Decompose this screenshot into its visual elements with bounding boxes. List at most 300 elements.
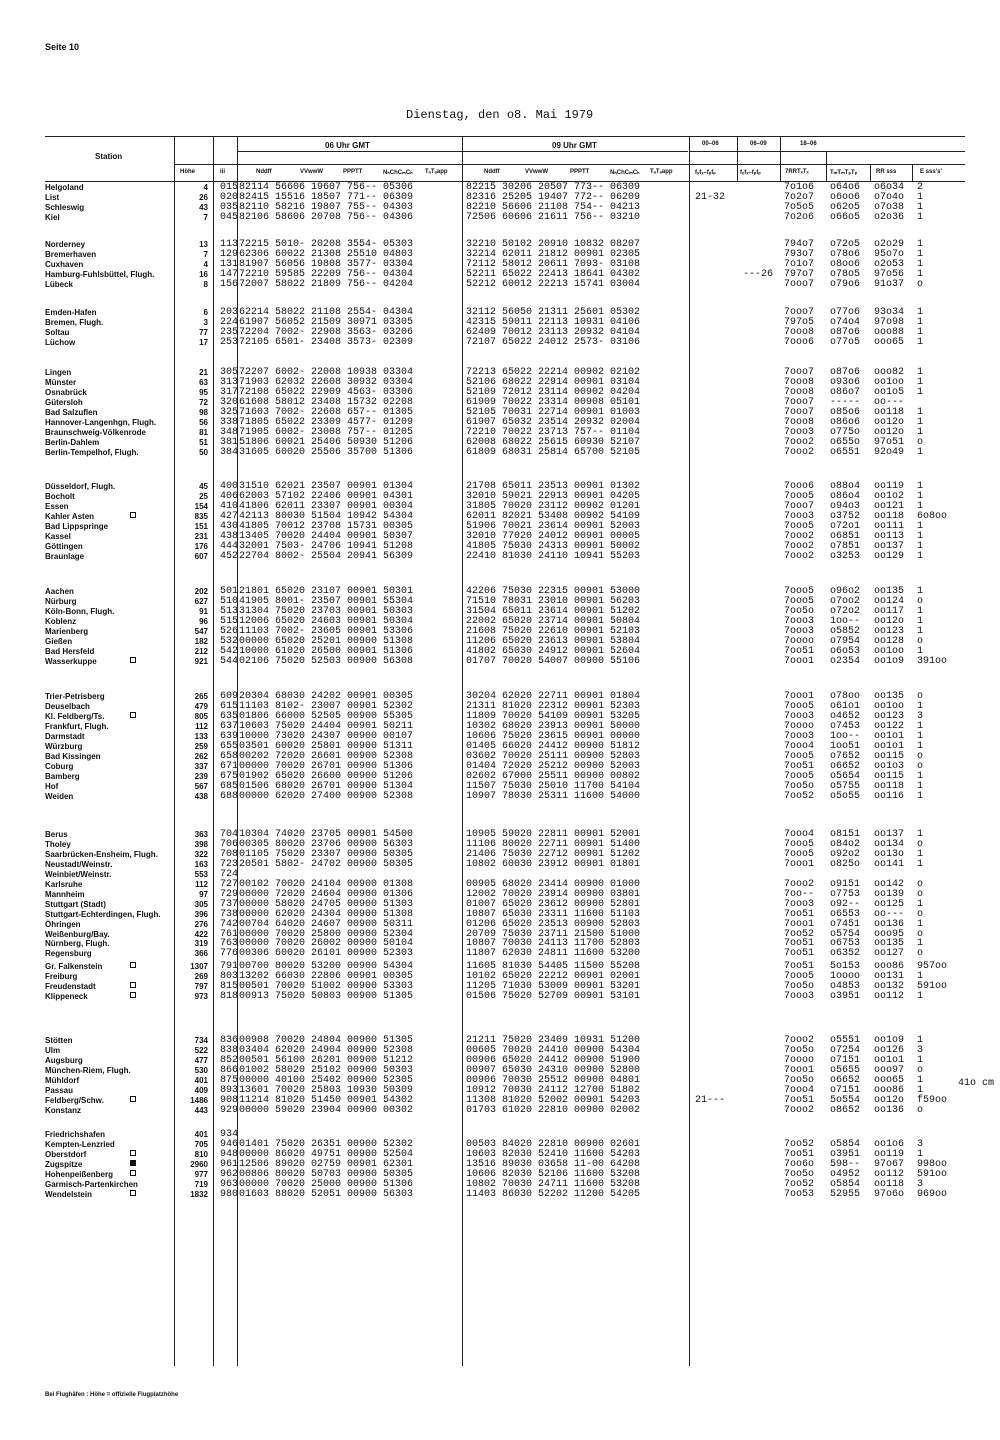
station-index: 338 [220, 416, 239, 428]
station-index: 444 [220, 540, 239, 552]
value-esss: 957oo [917, 961, 948, 972]
obs-09-group: 00503 84020 22810 00900 02601 [466, 1138, 641, 1150]
value-tmin: o7451 [830, 918, 861, 930]
obs-09-group: 71510 78031 23010 00901 56203 [466, 595, 641, 607]
value-esss: 1 [917, 1148, 924, 1160]
obs-06-group: 10000 61020 26500 00901 51306 [239, 645, 414, 657]
station-height: 422 [194, 929, 208, 939]
value-tmin: o93o6 [830, 376, 861, 388]
value-rr-sss: oo127 [874, 948, 905, 960]
station-index: 776 [220, 948, 239, 960]
value-esss: 1 [917, 550, 924, 562]
value-18-06-rr: 7ooo7 [784, 307, 815, 318]
value-esss: 1 [917, 720, 924, 732]
value-tmin: o5o55 [830, 790, 861, 802]
station-height: 1307 [190, 962, 208, 971]
station-index: 893 [220, 1084, 239, 1096]
station-name: Bremerhaven [45, 249, 97, 259]
value-rr-sss: oo134 [874, 838, 905, 850]
station-height: 72 [199, 397, 208, 407]
value-esss: o [917, 888, 924, 900]
station-index: 963 [220, 1178, 239, 1190]
obs-06-group: 13405 70020 24404 00901 50307 [239, 530, 414, 542]
value-18-06-rr: 7ooo2 [784, 530, 815, 542]
station-name: Darmstadt [45, 731, 85, 741]
value-tmin: 598-- [830, 1158, 861, 1170]
obs-06-group: 82106 58606 20708 756-- 04306 [239, 211, 414, 223]
station-name: Koblenz [45, 616, 77, 626]
value-esss: 1 [917, 848, 924, 860]
station-height: 409 [194, 1085, 208, 1095]
obs-06-group: 00306 60020 26101 00900 52303 [239, 948, 414, 960]
station-height: 363 [194, 830, 208, 839]
obs-06-group: 22704 8002- 25504 20941 56309 [239, 550, 414, 562]
station-name: Essen [45, 501, 69, 511]
station-index: 818 [220, 990, 239, 1002]
value-tmin: o7151 [830, 1084, 861, 1096]
value-esss: 1 [917, 500, 924, 512]
station-name: Emden-Hafen [45, 308, 97, 317]
value-esss: 1 [917, 605, 924, 617]
station-height: 50 [199, 447, 208, 457]
station-index: 609 [220, 691, 239, 702]
value-tmin: o7151 [830, 1054, 861, 1066]
obs-09-group: 11809 70020 54109 00901 53205 [466, 710, 641, 722]
value-18-06-rr: 797o7 [784, 268, 815, 280]
station-index: 980 [220, 1188, 239, 1200]
station-index: 147 [220, 268, 239, 280]
value-18-06-rr: 7oo52 [784, 1138, 815, 1150]
value-esss: 1 [917, 386, 924, 398]
obs-09-group: 52105 70031 22714 00901 01003 [466, 406, 641, 418]
value-rr-sss: oo135 [874, 586, 905, 597]
obs-09-group: 41802 65030 24912 00901 52604 [466, 645, 641, 657]
station-name: Friedrichshafen [45, 1130, 106, 1139]
station-index: 836 [220, 1035, 239, 1046]
station-height: 4 [203, 183, 208, 192]
station-name: Wasserkuppe [45, 656, 97, 666]
header-tmin: TₘTₘTₚTₚ [830, 170, 858, 176]
station-index: 320 [220, 396, 239, 408]
value-rr-sss: ooo95 [874, 928, 905, 940]
value-tmin: o6551 [830, 446, 861, 458]
station-index: 015 [220, 182, 239, 193]
value-rr-sss: oo121 [874, 500, 905, 512]
value-esss: 1 [917, 258, 924, 270]
value-tmin: o5755 [830, 780, 861, 792]
station-index: 675 [220, 770, 239, 782]
value-tmin: 1oooo [830, 970, 861, 982]
obs-09-group: 72213 65022 22214 00902 02102 [466, 367, 641, 378]
station-name: Kiel [45, 212, 60, 222]
value-rr-sss: 95o7o [874, 248, 905, 260]
obs-09-group: 30204 62020 22711 00901 01804 [466, 691, 641, 702]
station-name: Gießen [45, 636, 73, 646]
obs-06-group: 41805 70012 23708 15731 00305 [239, 520, 414, 532]
obs-09-group: 10807 70030 24113 11700 52803 [466, 938, 641, 950]
station-name: Regensburg [45, 949, 92, 959]
header-nhccc-06: NₕChCₘCₕ [383, 170, 413, 176]
obs-06-group: 03404 62020 24904 00900 52308 [239, 1044, 414, 1056]
obs-06-group: 21801 65020 23107 00901 50301 [239, 586, 414, 597]
value-18-06-rr: 7oo51 [784, 938, 815, 950]
mountain-station-marker [130, 1190, 136, 1196]
station-height: 269 [194, 971, 208, 981]
station-height: 479 [194, 701, 208, 711]
station-name: Weißenburg/Bay. [45, 929, 110, 939]
obs-09-group: 32210 50102 20910 10832 08207 [466, 239, 641, 250]
report-date: Dienstag, den o8. Mai 1979 [406, 108, 594, 122]
obs-09-group: 32214 62011 21812 00901 02305 [466, 248, 641, 260]
obs-09-group: 10905 59020 22811 00901 52001 [466, 829, 641, 840]
value-esss: o [917, 635, 924, 647]
station-index: 410 [220, 500, 239, 512]
value-18-06-rr: 7ooo3 [784, 426, 815, 438]
value-18-06-rr: 7o1o7 [784, 258, 815, 270]
value-esss: 1 [917, 530, 924, 542]
obs-09-group: 21608 75020 22610 00901 52103 [466, 625, 641, 637]
value-rr-sss: oo12o [874, 1094, 905, 1106]
obs-09-group: 61907 65032 23514 20932 02004 [466, 416, 641, 428]
station-height: 973 [194, 991, 208, 1001]
station-height: 95 [199, 387, 208, 397]
station-index: 427 [220, 510, 239, 522]
value-rr-sss: oo118 [874, 406, 905, 418]
header-tt-09: TₐTₐapp [650, 169, 673, 175]
obs-09-group: 22410 81030 24110 10941 55203 [466, 550, 641, 562]
value-esss: o [917, 760, 924, 772]
value-tmin: o6o53 [830, 645, 861, 657]
value-rr-sss: oo12o [874, 426, 905, 438]
value-esss: 1 [917, 520, 924, 532]
obs-06-group: 01902 65020 26600 00900 51206 [239, 770, 414, 782]
station-height: 16 [199, 269, 208, 279]
value-18-06-rr: 7ooo7 [784, 367, 815, 378]
header-rr: 7RRTₓTₓ [785, 169, 809, 175]
value-rr-sss: oo1o5 [874, 386, 905, 398]
value-18-06-rr: 7ooo3 [784, 990, 815, 1002]
value-rr-sss: ooo97 [874, 1064, 905, 1076]
column-rule-r1 [826, 151, 827, 181]
header-nhccc-09: NₕChCₘCₕ [610, 170, 640, 176]
value-esss: 998oo [917, 1158, 948, 1170]
station-name: Coburg [45, 761, 74, 771]
station-height: 17 [199, 337, 208, 347]
obs-09-group: 21406 75030 22712 00901 51202 [466, 848, 641, 860]
header-18-06: 18–06 [800, 141, 817, 147]
obs-06-group: 00908 70020 24804 00900 51305 [239, 1035, 414, 1046]
station-index: 348 [220, 426, 239, 438]
obs-09-group: 72107 65022 24012 2573- 03106 [466, 336, 641, 348]
station-name: Zugspitze [45, 1159, 83, 1169]
value-rr-sss: o7o38 [874, 201, 905, 213]
value-18-06-rr: 7ooo6 [784, 481, 815, 492]
value-tmin: o3253 [830, 550, 861, 562]
station-index: 544 [220, 655, 239, 667]
value-esss: 1 [917, 780, 924, 792]
station-name: Frankfurt, Flugh. [45, 721, 109, 731]
station-height: 176 [194, 541, 208, 551]
value-tmin: 1oo-- [830, 615, 861, 627]
value-18-06-rr: 7ooo2 [784, 436, 815, 448]
value-esss: 1 [917, 201, 924, 213]
value-18-06-rr: 7ooo7 [784, 396, 815, 408]
obs-09-group: 12002 70020 23914 00900 03801 [466, 888, 641, 900]
station-name: List [45, 192, 60, 202]
station-height: 91 [199, 606, 208, 616]
station-index: 235 [220, 326, 239, 338]
value-tmin: o72o2 [830, 605, 861, 617]
station-name: Wendelstein [45, 1189, 92, 1199]
obs-06-group: 01806 66000 52505 00900 55305 [239, 710, 414, 722]
mountain-station-marker [130, 1096, 136, 1102]
station-index: 708 [220, 848, 239, 860]
station-name: Münster [45, 377, 77, 387]
value-rr-sss: o2o36 [874, 211, 905, 223]
obs-06-group: 00501 56100 26201 00900 51212 [239, 1054, 414, 1066]
value-tmin: 52955 [830, 1188, 861, 1200]
station-name: Feldberg/Schw. [45, 1095, 104, 1105]
mountain-station-marker [130, 712, 136, 718]
station-height: 477 [194, 1055, 208, 1065]
value-18-06-rr: 7o1o6 [784, 182, 815, 193]
value-18-06-rr: 7ooo1 [784, 1064, 815, 1076]
value-esss: 969oo [917, 1188, 948, 1200]
obs-09-group: 01206 65020 23513 00900 52803 [466, 918, 641, 930]
value-esss: 1 [917, 918, 924, 930]
value-esss: 3 [917, 1138, 924, 1150]
value-18-06-rr: 7oo52 [784, 1178, 815, 1190]
obs-09-group: 10912 70030 24112 12700 51802 [466, 1084, 641, 1096]
value-esss: 1 [917, 239, 924, 250]
station-height: 322 [194, 849, 208, 859]
value-tmin: o5654 [830, 770, 861, 782]
station-name: Garmisch-Partenkirchen [45, 1179, 138, 1189]
station-height: 921 [194, 656, 208, 666]
value-esss: 1 [917, 490, 924, 502]
value-rr-sss: oo118 [874, 780, 905, 792]
header-fx1: fₓfₓ–fₚfₚ [695, 170, 716, 176]
value-rr-sss: ooo65 [874, 1074, 905, 1086]
station-height: 530 [194, 1065, 208, 1075]
station-index: 658 [220, 750, 239, 762]
obs-09-group: 00905 68020 23414 00900 01000 [466, 878, 641, 890]
station-height: 734 [194, 1036, 208, 1045]
value-esss: 6o8oo [917, 510, 948, 522]
column-rule-09 [689, 136, 690, 1366]
obs-06-group: 42113 80030 51504 10942 54304 [239, 510, 414, 522]
station-index: 791 [220, 961, 239, 972]
value-tmin: o78oo [830, 691, 861, 702]
value-tmin: o3951 [830, 1148, 861, 1160]
value-tmin: o6652 [830, 760, 861, 772]
value-rr-sss: oo119 [874, 481, 905, 492]
value-rr-sss: oo1oo [874, 645, 905, 657]
column-rule-e2 [780, 136, 781, 181]
obs-09-group: 82316 25205 19407 772-- 06209 [466, 191, 641, 203]
obs-09-group: 62008 68022 25615 60930 52107 [466, 436, 641, 448]
value-tmin: o72o1 [830, 520, 861, 532]
station-name: Kassel [45, 531, 71, 541]
value-esss: o [917, 878, 924, 890]
value-18-06-rr: 7oo51 [784, 908, 815, 920]
obs-06-group: 01603 88020 52051 00900 56303 [239, 1188, 414, 1200]
station-name: Marienberg [45, 626, 89, 636]
value-esss: 1 [917, 446, 924, 458]
value-esss: 1 [917, 700, 924, 712]
station-index: 384 [220, 446, 239, 458]
value-18-06-rr: 7oo51 [784, 645, 815, 657]
value-esss: o [917, 436, 924, 448]
value-tmin: ----- [830, 396, 861, 408]
value-tmin: o3951 [830, 990, 861, 1002]
value-tmin: 5o153 [830, 961, 861, 972]
value-esss: 1 [917, 211, 924, 223]
value-tmin: o88o4 [830, 481, 861, 492]
obs-09-group: 31504 65011 23614 00901 51202 [466, 605, 641, 617]
value-esss: 1 [917, 191, 924, 203]
station-index: 929 [220, 1104, 239, 1116]
value-esss: 1 [917, 307, 924, 318]
obs-09-group: 10802 70030 24711 11600 53208 [466, 1178, 641, 1190]
value-rr-sss: oo122 [874, 720, 905, 732]
value-tmin: o7254 [830, 1044, 861, 1056]
station-index: 729 [220, 888, 239, 900]
value-18-06-rr: 7ooo5 [784, 838, 815, 850]
value-rr-sss: o2o29 [874, 239, 905, 250]
station-name: Schleswig [45, 202, 85, 212]
station-index: 510 [220, 595, 239, 607]
value-18-06-rr: 7ooo4 [784, 1084, 815, 1096]
obs-06-group: 71905 6002- 23008 757-- 01205 [239, 426, 414, 438]
value-esss: 1 [917, 730, 924, 742]
value-esss: 391oo [917, 655, 948, 667]
station-name: Bad Kissingen [45, 751, 101, 761]
station-index: 313 [220, 376, 239, 388]
value-esss: o [917, 908, 924, 920]
value-18-06-rr: 7oo5o [784, 980, 815, 992]
obs-06-group: 00501 70020 51002 00900 53303 [239, 980, 414, 992]
value-18-06-rr: 7ooo4 [784, 740, 815, 752]
value-18-06-rr: 7oo53 [784, 1188, 815, 1200]
value-tmin: o7oo2 [830, 595, 861, 607]
value-tmin: o9151 [830, 878, 861, 890]
station-height: 810 [194, 1149, 208, 1159]
station-height: 401 [194, 1075, 208, 1085]
obs-09-group: 10907 78030 25311 11600 54000 [466, 790, 641, 802]
station-index: 129 [220, 248, 239, 260]
obs-09-group: 11403 86030 52202 11200 54205 [466, 1188, 641, 1200]
value-esss: 1 [917, 990, 924, 1002]
header-tt-06: TₐTₐapp [425, 169, 448, 175]
station-height: 259 [194, 741, 208, 751]
mountain-station-marker [130, 1160, 136, 1166]
obs-09-group: 42315 59011 22113 10931 04106 [466, 316, 641, 328]
station-name: Bocholt [45, 491, 75, 501]
value-tmin: o96o2 [830, 586, 861, 597]
value-18-06-rr: 7o5o5 [784, 201, 815, 213]
station-name: Trier-Petrisberg [45, 692, 105, 701]
value-rr-sss: 97o56 [874, 268, 905, 280]
station-height: 627 [194, 596, 208, 606]
value-tmin: o3752 [830, 510, 861, 522]
station-height: 112 [195, 721, 208, 731]
value-esss: f59oo [917, 1094, 948, 1106]
edge-note: 41o cm [958, 1078, 995, 1089]
value-esss: 1 [917, 1035, 924, 1046]
station-name: Bad Lippspringe [45, 521, 109, 531]
obs-09-group: 62409 70012 23113 20932 04104 [466, 326, 641, 338]
value-18-06-rr: 7oo5o [784, 780, 815, 792]
value-tmin: o62o5 [830, 201, 861, 213]
value-rr-sss: oo115 [874, 770, 905, 782]
obs-09-group: 11507 75030 25010 11700 54104 [466, 780, 641, 792]
obs-09-group: 10102 65020 22212 00901 02001 [466, 970, 641, 982]
value-rr-sss: 97o67 [874, 1158, 905, 1170]
column-rule-r2 [870, 164, 871, 181]
station-index: 430 [220, 520, 239, 532]
station-index: 763 [220, 938, 239, 950]
value-esss: 1 [917, 406, 924, 418]
value-tmin: o4952 [830, 1168, 861, 1180]
station-index: 526 [220, 625, 239, 637]
station-height: 56 [199, 417, 208, 427]
value-esss: 1 [917, 586, 924, 597]
value-18-06-rr: 7ooo3 [784, 625, 815, 637]
value-18-06-rr: 7o2o7 [784, 191, 815, 203]
value-tmin: o92o2 [830, 848, 861, 860]
station-name: Karlsruhe [45, 879, 83, 889]
value-tmin: o74o4 [830, 316, 861, 328]
value-tmin: o66o5 [830, 211, 861, 223]
station-height: 81 [199, 427, 208, 437]
station-name: Bamberg [45, 771, 80, 781]
value-tmin: o8oo6 [830, 258, 861, 270]
value-tmin: o6753 [830, 938, 861, 950]
value-tmin: o86o7 [830, 386, 861, 398]
station-name: Nürnberg, Flugh. [45, 939, 110, 949]
station-height: 26 [199, 192, 208, 202]
mountain-station-marker [130, 982, 136, 988]
station-name: Klippeneck [45, 991, 88, 1001]
obs-09-group: 03602 70020 25111 00900 52803 [466, 750, 641, 762]
station-name: Lüchow [45, 337, 76, 347]
value-18-06-rr: 7ooo5 [784, 520, 815, 532]
obs-09-group: 01405 66020 24412 00900 51812 [466, 740, 641, 752]
value-tmin: o5852 [830, 625, 861, 637]
station-height: 265 [194, 692, 208, 701]
value-esss: 1 [917, 376, 924, 388]
station-name: Oberstdorf [45, 1149, 87, 1159]
value-tmin: 1oo51 [830, 740, 861, 752]
value-tmin: o6553 [830, 908, 861, 920]
station-name: Neustadt/Weinstr. [45, 859, 113, 869]
station-height: 133 [194, 731, 208, 741]
value-tmin: o86o4 [830, 490, 861, 502]
station-name: Braunlage [45, 551, 85, 561]
value-rr-sss: oo124 [874, 595, 905, 607]
station-name: Hamburg-Fuhlsbüttel, Flugh. [45, 269, 155, 279]
station-index: 706 [220, 838, 239, 850]
obs-06-group: 00305 80020 23706 00900 56303 [239, 838, 414, 850]
station-height: 319 [194, 939, 208, 949]
value-rr-sss: oo116 [874, 790, 905, 802]
station-index: 513 [220, 605, 239, 617]
value-18-06-rr: 7ooo7 [784, 500, 815, 512]
station-height: 977 [194, 1169, 208, 1179]
mountain-station-marker [130, 1150, 136, 1156]
station-name: Öhringen [45, 919, 81, 929]
